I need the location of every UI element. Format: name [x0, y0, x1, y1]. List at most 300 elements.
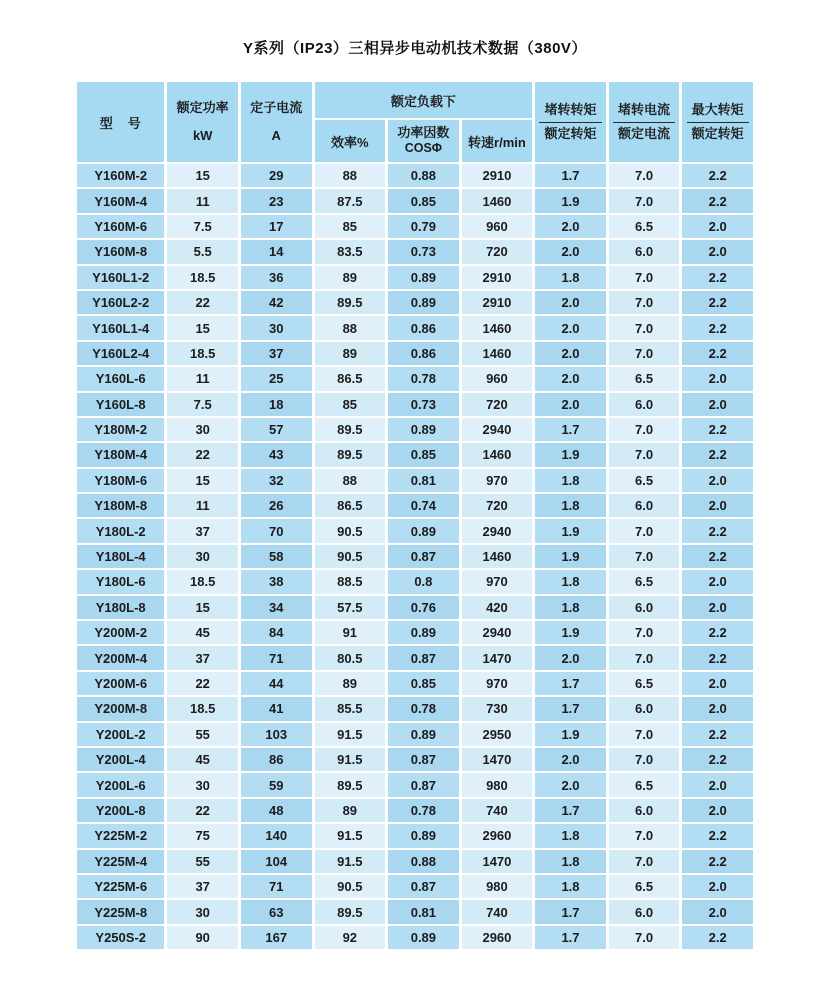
cell-power-factor-cos: 0.89 — [388, 519, 459, 542]
cell-rated-power-kw: 22 — [167, 443, 238, 466]
cell-model: Y250S-2 — [77, 926, 164, 949]
cell-efficiency-pct: 91.5 — [315, 824, 386, 847]
cell-model: Y200M-6 — [77, 672, 164, 695]
cell-rated-power-kw: 7.5 — [167, 215, 238, 238]
cell-locked-rotor-torque-ratio: 1.8 — [535, 570, 606, 593]
cell-model: Y225M-6 — [77, 875, 164, 898]
max-torque-numerator: 最大转矩 — [687, 103, 749, 122]
cell-efficiency-pct: 91.5 — [315, 748, 386, 771]
cell-max-torque-ratio: 2.2 — [682, 646, 753, 669]
cell-locked-rotor-current-ratio: 7.0 — [609, 291, 680, 314]
cell-model: Y180L-8 — [77, 596, 164, 619]
cell-locked-rotor-torque-ratio: 1.8 — [535, 494, 606, 517]
cell-model: Y160L1-2 — [77, 266, 164, 289]
header-stator-current — [241, 82, 312, 162]
cell-efficiency-pct: 80.5 — [315, 646, 386, 669]
cell-locked-rotor-torque-ratio: 2.0 — [535, 215, 606, 238]
cell-model: Y160M-8 — [77, 240, 164, 263]
cell-efficiency-pct: 85.5 — [315, 697, 386, 720]
cell-stator-current-a: 17 — [241, 215, 312, 238]
table-row — [77, 240, 753, 263]
cell-max-torque-ratio: 2.0 — [682, 875, 753, 898]
cell-rated-power-kw: 30 — [167, 545, 238, 568]
cell-locked-rotor-torque-ratio: 1.7 — [535, 697, 606, 720]
cell-speed-rpm: 1460 — [462, 189, 533, 212]
cell-speed-rpm: 1460 — [462, 443, 533, 466]
locked-rotor-current-numerator: 堵转电流 — [613, 103, 675, 122]
cell-model: Y200L-2 — [77, 723, 164, 746]
cell-locked-rotor-torque-ratio: 1.7 — [535, 418, 606, 441]
cell-max-torque-ratio: 2.2 — [682, 189, 753, 212]
header-locked-rotor-torque — [535, 82, 606, 162]
cell-power-factor-cos: 0.85 — [388, 443, 459, 466]
cell-speed-rpm: 2910 — [462, 291, 533, 314]
cell-speed-rpm: 970 — [462, 570, 533, 593]
cell-stator-current-a: 30 — [241, 316, 312, 339]
table-row — [77, 900, 753, 923]
cell-locked-rotor-torque-ratio: 2.0 — [535, 342, 606, 365]
cell-stator-current-a: 25 — [241, 367, 312, 390]
cell-stator-current-a: 37 — [241, 342, 312, 365]
cell-locked-rotor-current-ratio: 6.5 — [609, 469, 680, 492]
cell-rated-power-kw: 75 — [167, 824, 238, 847]
cell-max-torque-ratio: 2.2 — [682, 316, 753, 339]
cell-efficiency-pct: 89.5 — [315, 900, 386, 923]
cell-power-factor-cos: 0.79 — [388, 215, 459, 238]
cell-efficiency-pct: 57.5 — [315, 596, 386, 619]
cell-locked-rotor-current-ratio: 7.0 — [609, 519, 680, 542]
cell-rated-power-kw: 11 — [167, 189, 238, 212]
cell-stator-current-a: 44 — [241, 672, 312, 695]
cell-power-factor-cos: 0.86 — [388, 342, 459, 365]
cell-efficiency-pct: 87.5 — [315, 189, 386, 212]
cell-stator-current-a: 84 — [241, 621, 312, 644]
cell-rated-power-kw: 37 — [167, 519, 238, 542]
header-efficiency: 效率% — [315, 120, 386, 162]
cell-locked-rotor-current-ratio: 6.0 — [609, 799, 680, 822]
cell-stator-current-a: 71 — [241, 646, 312, 669]
cell-locked-rotor-torque-ratio: 2.0 — [535, 316, 606, 339]
cell-locked-rotor-current-ratio: 7.0 — [609, 850, 680, 873]
cell-efficiency-pct: 88 — [315, 164, 386, 187]
cell-stator-current-a: 32 — [241, 469, 312, 492]
cell-max-torque-ratio: 2.2 — [682, 342, 753, 365]
cell-speed-rpm: 740 — [462, 900, 533, 923]
cell-locked-rotor-current-ratio: 6.0 — [609, 697, 680, 720]
cell-locked-rotor-torque-ratio: 1.8 — [535, 850, 606, 873]
table-row — [77, 672, 753, 695]
header-row-1 — [77, 82, 753, 118]
cell-efficiency-pct: 85 — [315, 215, 386, 238]
locked-rotor-current-denominator: 额定电流 — [618, 125, 671, 141]
cell-max-torque-ratio: 2.0 — [682, 773, 753, 796]
cell-model: Y180M-4 — [77, 443, 164, 466]
header-max-torque — [682, 82, 753, 162]
cell-efficiency-pct: 90.5 — [315, 875, 386, 898]
cell-locked-rotor-current-ratio: 6.0 — [609, 240, 680, 263]
cell-locked-rotor-torque-ratio: 1.7 — [535, 164, 606, 187]
table-row — [77, 393, 753, 416]
cell-efficiency-pct: 83.5 — [315, 240, 386, 263]
cell-locked-rotor-torque-ratio: 1.8 — [535, 875, 606, 898]
cell-locked-rotor-current-ratio: 7.0 — [609, 545, 680, 568]
table-row — [77, 291, 753, 314]
cell-rated-power-kw: 30 — [167, 773, 238, 796]
cell-power-factor-cos: 0.87 — [388, 545, 459, 568]
locked-rotor-torque-numerator: 堵转转矩 — [539, 103, 601, 122]
cell-max-torque-ratio: 2.0 — [682, 672, 753, 695]
cell-stator-current-a: 57 — [241, 418, 312, 441]
cell-locked-rotor-torque-ratio: 2.0 — [535, 291, 606, 314]
cell-locked-rotor-torque-ratio: 1.9 — [535, 723, 606, 746]
cell-speed-rpm: 1470 — [462, 850, 533, 873]
cell-speed-rpm: 2910 — [462, 266, 533, 289]
cell-model: Y225M-4 — [77, 850, 164, 873]
cell-max-torque-ratio: 2.2 — [682, 545, 753, 568]
cell-speed-rpm: 2940 — [462, 519, 533, 542]
cell-model: Y160L1-4 — [77, 316, 164, 339]
cell-rated-power-kw: 18.5 — [167, 266, 238, 289]
cell-power-factor-cos: 0.73 — [388, 393, 459, 416]
cell-locked-rotor-torque-ratio: 1.9 — [535, 519, 606, 542]
cell-efficiency-pct: 89.5 — [315, 291, 386, 314]
header-model: 型 号 — [77, 82, 164, 162]
cell-max-torque-ratio: 2.2 — [682, 291, 753, 314]
cell-stator-current-a: 18 — [241, 393, 312, 416]
table-row — [77, 824, 753, 847]
table-row — [77, 266, 753, 289]
cell-locked-rotor-torque-ratio: 1.7 — [535, 900, 606, 923]
cell-efficiency-pct: 88.5 — [315, 570, 386, 593]
cell-locked-rotor-current-ratio: 6.5 — [609, 773, 680, 796]
cell-power-factor-cos: 0.89 — [388, 418, 459, 441]
cell-stator-current-a: 103 — [241, 723, 312, 746]
cell-power-factor-cos: 0.89 — [388, 824, 459, 847]
header-power-factor-label: 功率因数 — [397, 125, 450, 141]
cell-model: Y160M-4 — [77, 189, 164, 212]
cell-rated-power-kw: 55 — [167, 723, 238, 746]
cell-speed-rpm: 720 — [462, 240, 533, 263]
cell-max-torque-ratio: 2.0 — [682, 367, 753, 390]
cell-speed-rpm: 960 — [462, 367, 533, 390]
table-row — [77, 215, 753, 238]
cell-power-factor-cos: 0.81 — [388, 900, 459, 923]
header-power-factor — [388, 120, 459, 162]
cell-power-factor-cos: 0.89 — [388, 926, 459, 949]
cell-efficiency-pct: 89.5 — [315, 418, 386, 441]
cell-rated-power-kw: 11 — [167, 494, 238, 517]
cell-locked-rotor-current-ratio: 7.0 — [609, 443, 680, 466]
table-row — [77, 723, 753, 746]
cell-rated-power-kw: 22 — [167, 799, 238, 822]
cell-locked-rotor-torque-ratio: 1.9 — [535, 189, 606, 212]
cell-rated-power-kw: 18.5 — [167, 697, 238, 720]
cell-stator-current-a: 14 — [241, 240, 312, 263]
cell-locked-rotor-current-ratio: 7.0 — [609, 164, 680, 187]
cell-max-torque-ratio: 2.2 — [682, 824, 753, 847]
header-locked-rotor-current — [609, 82, 680, 162]
cell-stator-current-a: 26 — [241, 494, 312, 517]
cell-locked-rotor-current-ratio: 7.0 — [609, 646, 680, 669]
cell-speed-rpm: 740 — [462, 799, 533, 822]
header-rated-power-label: 额定功率 — [176, 100, 229, 116]
table-row — [77, 545, 753, 568]
locked-rotor-torque-fraction — [539, 103, 601, 141]
table-row — [77, 519, 753, 542]
cell-power-factor-cos: 0.78 — [388, 367, 459, 390]
cell-efficiency-pct: 88 — [315, 316, 386, 339]
cell-locked-rotor-current-ratio: 7.0 — [609, 189, 680, 212]
cell-max-torque-ratio: 2.0 — [682, 900, 753, 923]
cell-locked-rotor-torque-ratio: 2.0 — [535, 748, 606, 771]
cell-speed-rpm: 2960 — [462, 926, 533, 949]
table-header — [77, 82, 753, 162]
cell-speed-rpm: 980 — [462, 875, 533, 898]
motor-spec-table — [74, 80, 756, 951]
cell-locked-rotor-torque-ratio: 1.8 — [535, 824, 606, 847]
cell-max-torque-ratio: 2.0 — [682, 799, 753, 822]
cell-power-factor-cos: 0.89 — [388, 266, 459, 289]
cell-max-torque-ratio: 2.0 — [682, 215, 753, 238]
cell-speed-rpm: 1460 — [462, 316, 533, 339]
cell-stator-current-a: 167 — [241, 926, 312, 949]
cell-speed-rpm: 420 — [462, 596, 533, 619]
cell-locked-rotor-current-ratio: 6.0 — [609, 900, 680, 923]
header-rated-load-group: 额定负载下 — [315, 82, 533, 118]
cell-efficiency-pct: 89 — [315, 266, 386, 289]
cell-locked-rotor-current-ratio: 6.5 — [609, 215, 680, 238]
cell-speed-rpm: 2910 — [462, 164, 533, 187]
cell-rated-power-kw: 18.5 — [167, 570, 238, 593]
cell-stator-current-a: 36 — [241, 266, 312, 289]
cell-model: Y160L2-4 — [77, 342, 164, 365]
cell-efficiency-pct: 86.5 — [315, 494, 386, 517]
cell-max-torque-ratio: 2.2 — [682, 443, 753, 466]
cell-efficiency-pct: 92 — [315, 926, 386, 949]
cell-power-factor-cos: 0.87 — [388, 748, 459, 771]
cell-max-torque-ratio: 2.0 — [682, 570, 753, 593]
cell-model: Y160L-8 — [77, 393, 164, 416]
cell-efficiency-pct: 88 — [315, 469, 386, 492]
cell-stator-current-a: 42 — [241, 291, 312, 314]
cell-speed-rpm: 720 — [462, 494, 533, 517]
cell-power-factor-cos: 0.85 — [388, 189, 459, 212]
header-speed: 转速r/min — [462, 120, 533, 162]
cell-rated-power-kw: 22 — [167, 291, 238, 314]
cell-locked-rotor-current-ratio: 7.0 — [609, 621, 680, 644]
cell-max-torque-ratio: 2.2 — [682, 418, 753, 441]
cell-rated-power-kw: 5.5 — [167, 240, 238, 263]
cell-locked-rotor-current-ratio: 6.0 — [609, 596, 680, 619]
cell-rated-power-kw: 18.5 — [167, 342, 238, 365]
cell-max-torque-ratio: 2.2 — [682, 723, 753, 746]
cell-locked-rotor-torque-ratio: 2.0 — [535, 393, 606, 416]
cell-speed-rpm: 1470 — [462, 646, 533, 669]
cell-locked-rotor-current-ratio: 7.0 — [609, 723, 680, 746]
cell-locked-rotor-torque-ratio: 2.0 — [535, 773, 606, 796]
cell-efficiency-pct: 89 — [315, 342, 386, 365]
cell-locked-rotor-torque-ratio: 2.0 — [535, 646, 606, 669]
table-row — [77, 469, 753, 492]
cell-power-factor-cos: 0.89 — [388, 291, 459, 314]
cell-locked-rotor-torque-ratio: 1.8 — [535, 469, 606, 492]
cell-power-factor-cos: 0.87 — [388, 773, 459, 796]
cell-locked-rotor-current-ratio: 7.0 — [609, 342, 680, 365]
cell-power-factor-cos: 0.87 — [388, 646, 459, 669]
table-row — [77, 926, 753, 949]
header-stator-current-unit: A — [271, 127, 281, 143]
cell-speed-rpm: 1460 — [462, 342, 533, 365]
cell-stator-current-a: 48 — [241, 799, 312, 822]
table-row — [77, 748, 753, 771]
cell-locked-rotor-torque-ratio: 1.7 — [535, 926, 606, 949]
cell-power-factor-cos: 0.78 — [388, 799, 459, 822]
table-row — [77, 189, 753, 212]
cell-efficiency-pct: 89.5 — [315, 773, 386, 796]
cell-max-torque-ratio: 2.0 — [682, 469, 753, 492]
cell-efficiency-pct: 90.5 — [315, 519, 386, 542]
table-row — [77, 799, 753, 822]
cell-power-factor-cos: 0.74 — [388, 494, 459, 517]
cell-efficiency-pct: 89 — [315, 672, 386, 695]
cell-locked-rotor-torque-ratio: 1.7 — [535, 799, 606, 822]
cell-rated-power-kw: 15 — [167, 596, 238, 619]
cell-locked-rotor-current-ratio: 6.5 — [609, 672, 680, 695]
cell-model: Y200L-8 — [77, 799, 164, 822]
cell-locked-rotor-current-ratio: 6.5 — [609, 875, 680, 898]
cell-speed-rpm: 2940 — [462, 418, 533, 441]
cell-rated-power-kw: 30 — [167, 900, 238, 923]
cell-power-factor-cos: 0.76 — [388, 596, 459, 619]
cell-stator-current-a: 70 — [241, 519, 312, 542]
cell-model: Y160L-6 — [77, 367, 164, 390]
max-torque-fraction — [687, 103, 749, 141]
table-row — [77, 367, 753, 390]
cell-speed-rpm: 2950 — [462, 723, 533, 746]
cell-locked-rotor-torque-ratio: 1.8 — [535, 596, 606, 619]
header-power-factor-symbol: COSΦ — [404, 141, 443, 156]
cell-power-factor-cos: 0.87 — [388, 875, 459, 898]
cell-stator-current-a: 29 — [241, 164, 312, 187]
table-row — [77, 621, 753, 644]
cell-locked-rotor-torque-ratio: 1.9 — [535, 621, 606, 644]
cell-rated-power-kw: 15 — [167, 164, 238, 187]
cell-locked-rotor-current-ratio: 7.0 — [609, 266, 680, 289]
cell-max-torque-ratio: 2.0 — [682, 240, 753, 263]
cell-model: Y200L-4 — [77, 748, 164, 771]
header-stator-current-label: 定子电流 — [250, 100, 303, 116]
cell-stator-current-a: 34 — [241, 596, 312, 619]
cell-locked-rotor-current-ratio: 7.0 — [609, 926, 680, 949]
table-row — [77, 875, 753, 898]
cell-speed-rpm: 2960 — [462, 824, 533, 847]
table-body — [77, 164, 753, 949]
header-rated-power-unit: kW — [192, 127, 213, 143]
table-row — [77, 443, 753, 466]
cell-model: Y200M-8 — [77, 697, 164, 720]
cell-model: Y200M-4 — [77, 646, 164, 669]
cell-stator-current-a: 86 — [241, 748, 312, 771]
table-row — [77, 164, 753, 187]
cell-max-torque-ratio: 2.2 — [682, 164, 753, 187]
locked-rotor-current-fraction — [613, 103, 675, 141]
table-row — [77, 342, 753, 365]
cell-efficiency-pct: 89.5 — [315, 443, 386, 466]
cell-model: Y160M-6 — [77, 215, 164, 238]
cell-stator-current-a: 104 — [241, 850, 312, 873]
cell-locked-rotor-current-ratio: 6.0 — [609, 494, 680, 517]
cell-efficiency-pct: 86.5 — [315, 367, 386, 390]
cell-stator-current-a: 38 — [241, 570, 312, 593]
cell-power-factor-cos: 0.81 — [388, 469, 459, 492]
cell-rated-power-kw: 15 — [167, 469, 238, 492]
cell-rated-power-kw: 45 — [167, 621, 238, 644]
table-row — [77, 316, 753, 339]
cell-stator-current-a: 140 — [241, 824, 312, 847]
cell-locked-rotor-current-ratio: 6.5 — [609, 570, 680, 593]
cell-power-factor-cos: 0.78 — [388, 697, 459, 720]
cell-locked-rotor-current-ratio: 6.0 — [609, 393, 680, 416]
cell-model: Y180M-2 — [77, 418, 164, 441]
cell-locked-rotor-torque-ratio: 1.8 — [535, 266, 606, 289]
cell-rated-power-kw: 7.5 — [167, 393, 238, 416]
cell-max-torque-ratio: 2.0 — [682, 393, 753, 416]
cell-max-torque-ratio: 2.2 — [682, 748, 753, 771]
cell-rated-power-kw: 90 — [167, 926, 238, 949]
cell-power-factor-cos: 0.8 — [388, 570, 459, 593]
cell-efficiency-pct: 90.5 — [315, 545, 386, 568]
cell-rated-power-kw: 11 — [167, 367, 238, 390]
cell-rated-power-kw: 45 — [167, 748, 238, 771]
cell-locked-rotor-torque-ratio: 1.7 — [535, 672, 606, 695]
cell-power-factor-cos: 0.89 — [388, 621, 459, 644]
cell-max-torque-ratio: 2.0 — [682, 596, 753, 619]
cell-max-torque-ratio: 2.2 — [682, 926, 753, 949]
cell-max-torque-ratio: 2.2 — [682, 519, 753, 542]
table-row — [77, 773, 753, 796]
cell-power-factor-cos: 0.73 — [388, 240, 459, 263]
table-row — [77, 850, 753, 873]
cell-stator-current-a: 59 — [241, 773, 312, 796]
cell-stator-current-a: 43 — [241, 443, 312, 466]
cell-locked-rotor-torque-ratio: 1.9 — [535, 443, 606, 466]
cell-model: Y180L-4 — [77, 545, 164, 568]
table-row — [77, 494, 753, 517]
cell-locked-rotor-current-ratio: 7.0 — [609, 316, 680, 339]
cell-max-torque-ratio: 2.0 — [682, 494, 753, 517]
table-row — [77, 418, 753, 441]
cell-model: Y200L-6 — [77, 773, 164, 796]
cell-model: Y200M-2 — [77, 621, 164, 644]
cell-power-factor-cos: 0.88 — [388, 164, 459, 187]
cell-stator-current-a: 23 — [241, 189, 312, 212]
max-torque-denominator: 额定转矩 — [691, 125, 744, 141]
cell-model: Y180M-6 — [77, 469, 164, 492]
cell-power-factor-cos: 0.86 — [388, 316, 459, 339]
cell-stator-current-a: 41 — [241, 697, 312, 720]
cell-speed-rpm: 960 — [462, 215, 533, 238]
cell-model: Y225M-2 — [77, 824, 164, 847]
cell-locked-rotor-torque-ratio: 2.0 — [535, 367, 606, 390]
cell-power-factor-cos: 0.88 — [388, 850, 459, 873]
cell-stator-current-a: 71 — [241, 875, 312, 898]
cell-efficiency-pct: 91.5 — [315, 850, 386, 873]
cell-rated-power-kw: 37 — [167, 646, 238, 669]
cell-model: Y225M-8 — [77, 900, 164, 923]
cell-model: Y180M-8 — [77, 494, 164, 517]
cell-rated-power-kw: 30 — [167, 418, 238, 441]
cell-rated-power-kw: 37 — [167, 875, 238, 898]
